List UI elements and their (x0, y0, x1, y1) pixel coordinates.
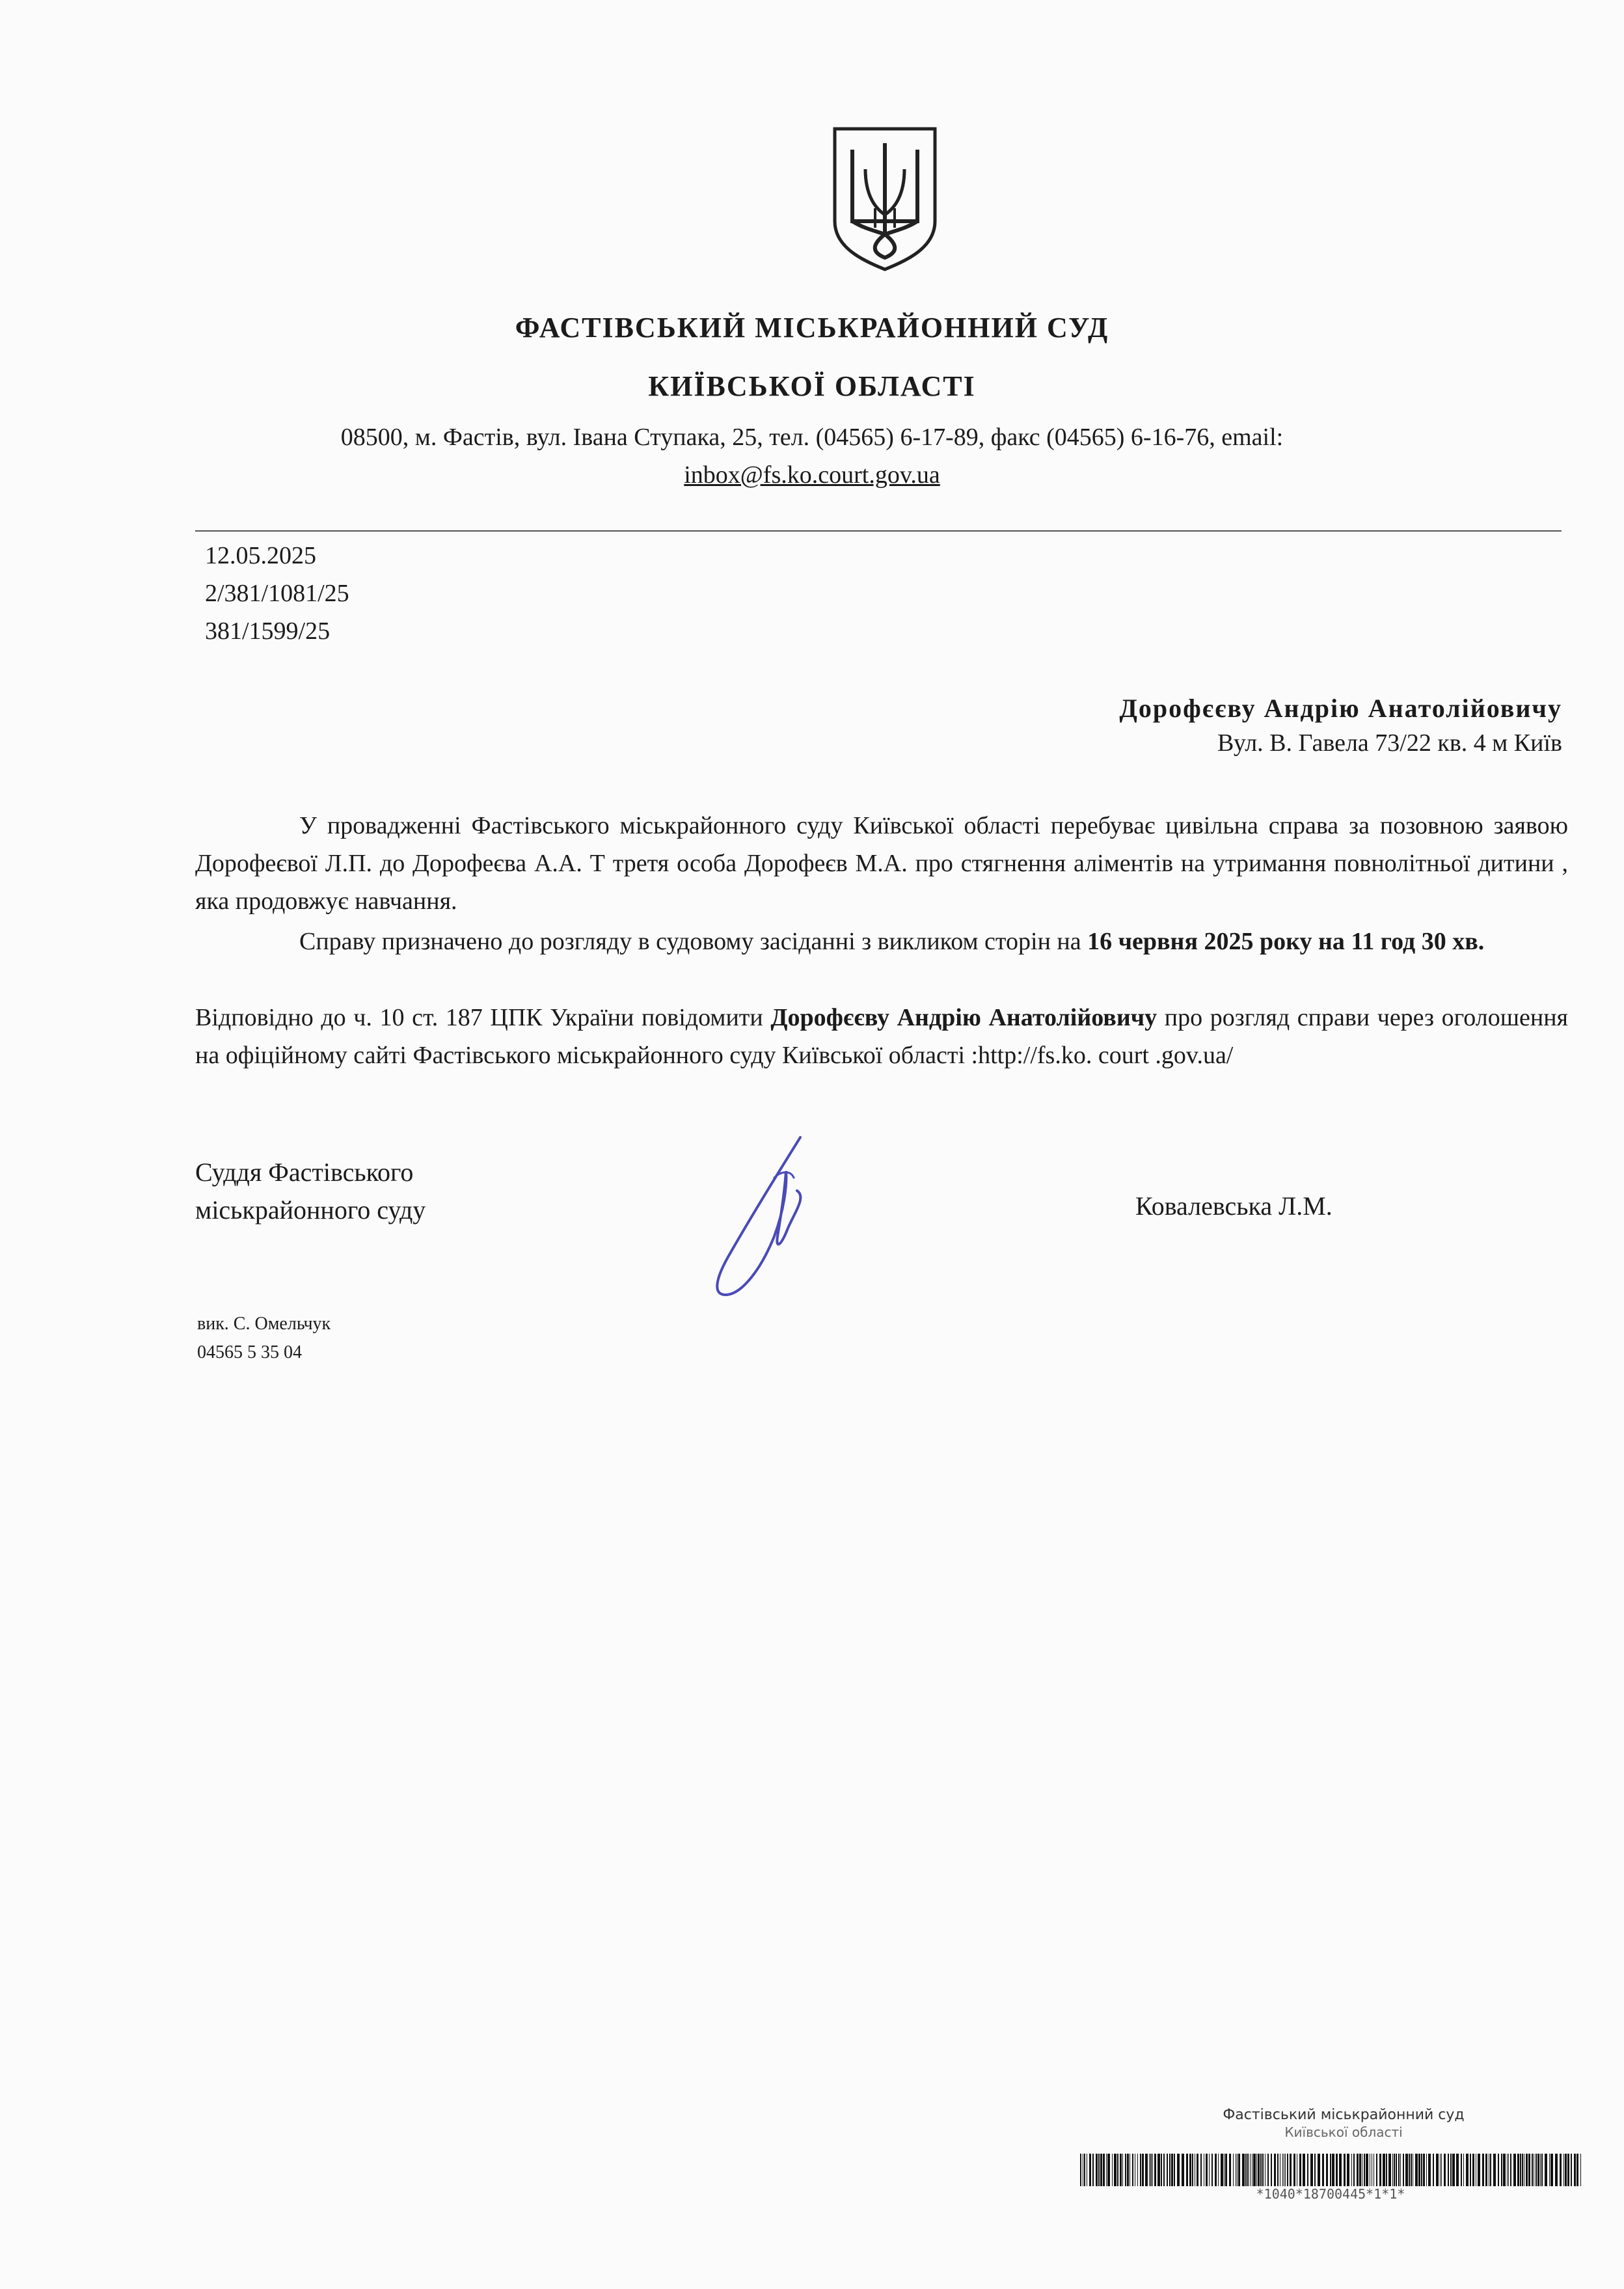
paragraph-2-text: Справу призначено до розгляду в судовому засіданні з викликом сторін на (299, 928, 1081, 955)
paragraph-3-name: Дорофєєву Андрію Анатолійовичу (770, 1004, 1157, 1031)
body-paragraph-3 (195, 999, 1568, 1074)
judge-title-line1: Суддя Фастівського (195, 1158, 414, 1187)
court-name-line1: ФАСТІВСЬКИЙ МІСЬКРАЙОННИЙ СУД (515, 312, 1109, 344)
barcode-number: *1040*18700445*1*1* (1256, 2186, 1405, 2202)
body-paragraph-1 (195, 807, 1568, 920)
body-paragraph-2 (195, 923, 1568, 960)
handwritten-signature-icon (709, 1132, 820, 1301)
court-email: inbox@fs.ko.court.gov.ua (684, 461, 940, 489)
executor-info (197, 1310, 331, 1367)
paragraph-3-prefix: Відповідно до ч. 10 ст. 187 ЦПК України повідомити (195, 1004, 763, 1031)
trident-emblem-icon (830, 124, 940, 273)
unique-case-number: 381/1599/25 (205, 617, 331, 645)
paragraph-1-text: У провадженні Фастівського міськрайонного суду Київської області перебуває цивільна справа за позовною заявою Дорофеєвої Л.П. до Дорофеєва А.А. Т третя особа Дорофеєв М.А. про стягнення аліментів на утримання повнолітньої дитини , яка продовжує навчання. (195, 812, 1568, 915)
court-name-line2: КИЇВСЬКОЇ ОБЛАСТІ (648, 370, 976, 402)
judge-title (195, 1154, 426, 1229)
stamp-line2: Київської області (1284, 2124, 1403, 2140)
court-address: 08500, м. Фастів, вул. Івана Ступака, 25, тел. (04565) 6-17-89, факс (04565) 6-16-76, email: (340, 424, 1284, 451)
case-number: 2/381/1081/25 (205, 580, 349, 607)
hearing-datetime: 16 червня 2025 року на 11 год 30 хв. (1087, 928, 1485, 955)
barcode-icon (1080, 2154, 1581, 2186)
recipient-address: Вул. В. Гавела 73/22 кв. 4 м Київ (1217, 729, 1562, 757)
paragraph-3-suffix: про розгляд справи через оголошення на офіційному сайті Фастівського міськрайонного суду Київської області :http://fs.ko. court .gov.ua/ (195, 1004, 1569, 1069)
recipient-name: Дорофєєву Андрію Анатолійовичу (1119, 694, 1562, 723)
executor-name: вик. С. Омельчук (197, 1314, 331, 1334)
registration-stamp (1087, 2107, 1601, 2140)
header-divider (195, 530, 1562, 532)
stamp-line1: Фастівський міськрайонний суд (1223, 2107, 1465, 2123)
judge-name: Ковалевська Л.М. (1135, 1191, 1333, 1221)
executor-phone: 04565 5 35 04 (197, 1342, 302, 1362)
judge-title-line2: міськрайонного суду (195, 1195, 426, 1225)
document-date: 12.05.2025 (205, 542, 316, 569)
